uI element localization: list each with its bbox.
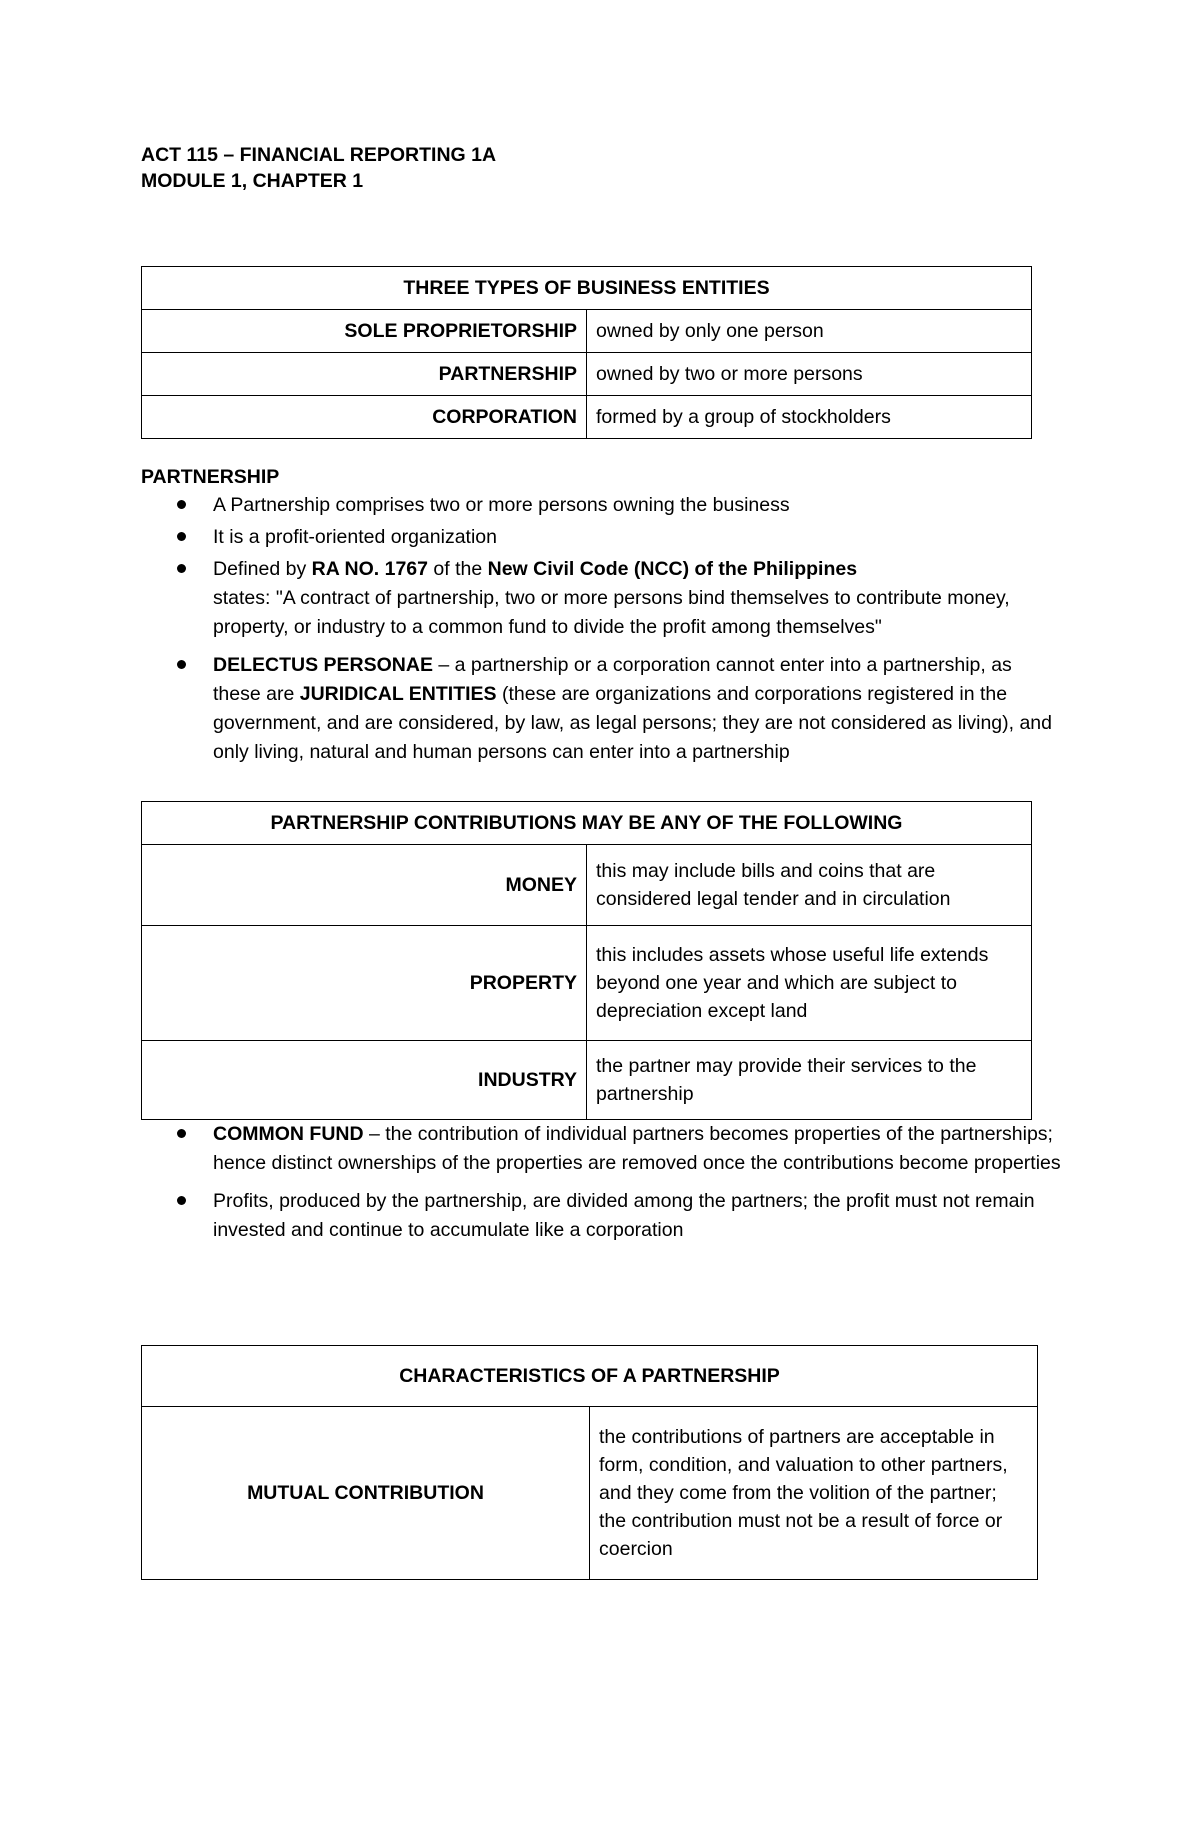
bullet-text: (these are organizations and corporations registered in the government, and are considered, by law, as legal persons; they are not considered as living), and only living, natural and human persons can enter into a partnership <box>213 683 1052 763</box>
contributions-table <box>141 801 1032 1120</box>
bullet-bold-text: RA NO. 1767 <box>311 558 428 580</box>
bullet-text: Profits, produced by the partnership, are divided among the partners; the profit must not remain invested and continue to accumulate like a corporation <box>213 1190 1035 1241</box>
bullet-bold-text: JURIDICAL ENTITIES <box>299 683 497 705</box>
course-title: ACT 115 – FINANCIAL REPORTING 1A <box>141 144 497 166</box>
table-row <box>142 396 1032 439</box>
bullet-text: – a partnership or a corporation cannot enter into a partnership, as these are <box>213 654 1012 705</box>
entity-name-corporation: CORPORATION <box>142 396 587 439</box>
bullet-bold-text: New Civil Code (NCC) of the Philippines <box>487 558 858 580</box>
bullet-text: of the <box>427 558 488 580</box>
bullet-text: It is a profit-oriented organization <box>213 526 497 548</box>
bullet-text: states: "A contract of partnership, two or more persons bind themselves to contribute money, property, or industry to a common fund to divide the profit among themselves" <box>213 587 1010 638</box>
business-entities-table <box>141 266 1032 439</box>
table-header-row <box>142 1346 1038 1407</box>
bullet-bold-text: COMMON FUND <box>213 1123 364 1145</box>
business-entities-title: THREE TYPES OF BUSINESS ENTITIES <box>142 267 1032 310</box>
entity-desc-partnership: owned by two or more persons <box>587 353 1032 396</box>
entity-desc-sole-proprietorship: owned by only one person <box>587 310 1032 353</box>
table-row <box>142 926 1032 1041</box>
characteristics-title: CHARACTERISTICS OF A PARTNERSHIP <box>142 1346 1038 1407</box>
document-page <box>141 142 1061 1580</box>
table-row <box>142 1407 1038 1580</box>
contribution-name-industry: INDUSTRY <box>142 1041 587 1120</box>
contribution-desc-property: this includes assets whose useful life extends beyond one year and which are subject to depreciation except land <box>587 926 1032 1041</box>
entity-name-sole-proprietorship: SOLE PROPRIETORSHIP <box>142 310 587 353</box>
partnership-bullet-list <box>141 491 1061 767</box>
table-row <box>142 310 1032 353</box>
common-fund-bullet-list <box>141 1120 1061 1245</box>
bullet-text: A Partnership comprises two or more persons owning the business <box>213 494 790 516</box>
list-item <box>141 1120 1061 1178</box>
contribution-name-money: MONEY <box>142 845 587 926</box>
bullet-text: Defined by <box>213 558 312 580</box>
list-item <box>141 555 1061 642</box>
list-item <box>141 491 1061 520</box>
contribution-desc-industry: the partner may provide their services to the partnership <box>587 1041 1032 1120</box>
contributions-title: PARTNERSHIP CONTRIBUTIONS MAY BE ANY OF THE FOLLOWING <box>142 802 1032 845</box>
table-header-row <box>142 267 1032 310</box>
entity-desc-corporation: formed by a group of stockholders <box>587 396 1032 439</box>
table-row <box>142 353 1032 396</box>
table-row <box>142 1041 1032 1120</box>
table-header-row <box>142 802 1032 845</box>
characteristic-name-mutual-contribution: MUTUAL CONTRIBUTION <box>142 1407 590 1580</box>
bullet-text: – the contribution of individual partners becomes properties of the partnerships; hence distinct ownerships of the properties are removed once the contributions become properties <box>213 1123 1061 1174</box>
contribution-desc-money: this may include bills and coins that are considered legal tender and in circulation <box>587 845 1032 926</box>
characteristics-table <box>141 1345 1038 1580</box>
list-item <box>141 1187 1061 1245</box>
partnership-heading: PARTNERSHIP <box>141 466 280 488</box>
module-title: MODULE 1, CHAPTER 1 <box>141 170 364 192</box>
list-item <box>141 523 1061 552</box>
table-row <box>142 845 1032 926</box>
bullet-bold-text: DELECTUS PERSONAE <box>213 654 433 676</box>
list-item <box>141 651 1061 767</box>
characteristic-desc-mutual-contribution: the contributions of partners are acceptable in form, condition, and valuation to other partners, and they come from the volition of the partner; the contribution must not be a result of force or coercion <box>590 1407 1038 1580</box>
entity-name-partnership: PARTNERSHIP <box>142 353 587 396</box>
contribution-name-property: PROPERTY <box>142 926 587 1041</box>
